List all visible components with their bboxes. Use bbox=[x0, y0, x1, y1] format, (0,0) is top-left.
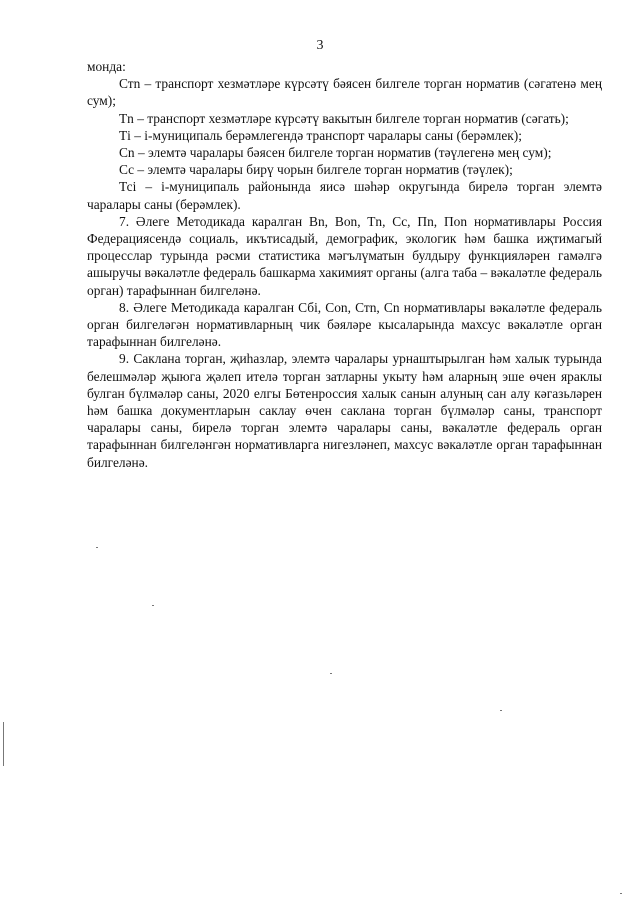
paragraph-clause-7: 7. Әлеге Методикада каралган Bn, Bon, Tn, Cc, Пn, Пon нормативлары Россия Федерациясендә социаль, икътисадый, демографик, экологик һәм башка иҗтимагый процесслар турында рәсми статистика мәгълүматын булдыру функцияләрен гамәлгә ашыручы вәкаләтле федераль башкарма хакимият органы (алга таба – вәкаләтле федераль орган) тарафыннан билгеләнә. bbox=[87, 213, 602, 298]
scan-artifact-dot bbox=[500, 710, 502, 711]
scan-artifact-dot bbox=[152, 605, 154, 606]
scan-artifact-dot bbox=[620, 893, 622, 894]
paragraph-def-stn: Стn – транспорт хезмәтләре күрсәтү бәясен билгеле торган норматив (сәгатенә мең сум); bbox=[87, 76, 602, 109]
scan-artifact-dot bbox=[330, 673, 332, 674]
page-number: 3 bbox=[316, 38, 324, 53]
scan-artifact-dot bbox=[96, 547, 98, 548]
paragraph-def-tci: Тсi – i-муниципаль районында яисә шәһәр округында бирелә торган элемтә чаралары саны (берәмлек). bbox=[87, 179, 602, 212]
paragraph-where: монда: bbox=[87, 59, 126, 74]
paragraph-def-ti: Тi – i-муниципаль берәмлегендә транспорт чаралары саны (берәмлек); bbox=[119, 127, 522, 143]
scan-artifact-left-edge bbox=[3, 722, 4, 766]
paragraph-def-cn: Сn – элемтә чаралары бәясен билгеле торган норматив (тәүлегенә мең сум); bbox=[119, 145, 552, 161]
paragraph-clause-8: 8. Әлеге Методикада каралган Сбi, Соn, Стn, Сn нормативлары вәкаләтле федераль орган билгеләгән нормативларның чик бәяләре кысаларында махсус вәкаләтле орган тарафыннан билгеләнә. bbox=[87, 299, 602, 350]
paragraph-clause-9: 9. Саклана торган, җиһазлар, элемтә чаралары урнаштырылган һәм халык турында белешмәләр җыюга җәлеп ителә торган затларны укыту һәм аларның эше өчен яраклы булган бүлмәләр саны, 2020 елгы Бөтенроссия халык санын алуның сан алу кәгазьләрен һәм башка документларын саклау өчен саклана торган бүлмәләр саны, транспорт чаралары саны, бирелә торган элемтә чаралары саны, вәкаләтле федераль орган тарафыннан билгеләнгән нормативларга нигезләнеп, махсус вәкаләтле орган тарафыннан билгеләнә. bbox=[87, 351, 602, 470]
paragraph-def-tn: Тn – транспорт хезмәтләре күрсәтү вакытын билгеле торган норматив (сәгать); bbox=[119, 110, 569, 126]
paragraph-def-cc: Сс – элемтә чаралары бирү чорын билгеле торган норматив (тәүлек); bbox=[119, 162, 513, 178]
document-body bbox=[87, 58, 602, 471]
